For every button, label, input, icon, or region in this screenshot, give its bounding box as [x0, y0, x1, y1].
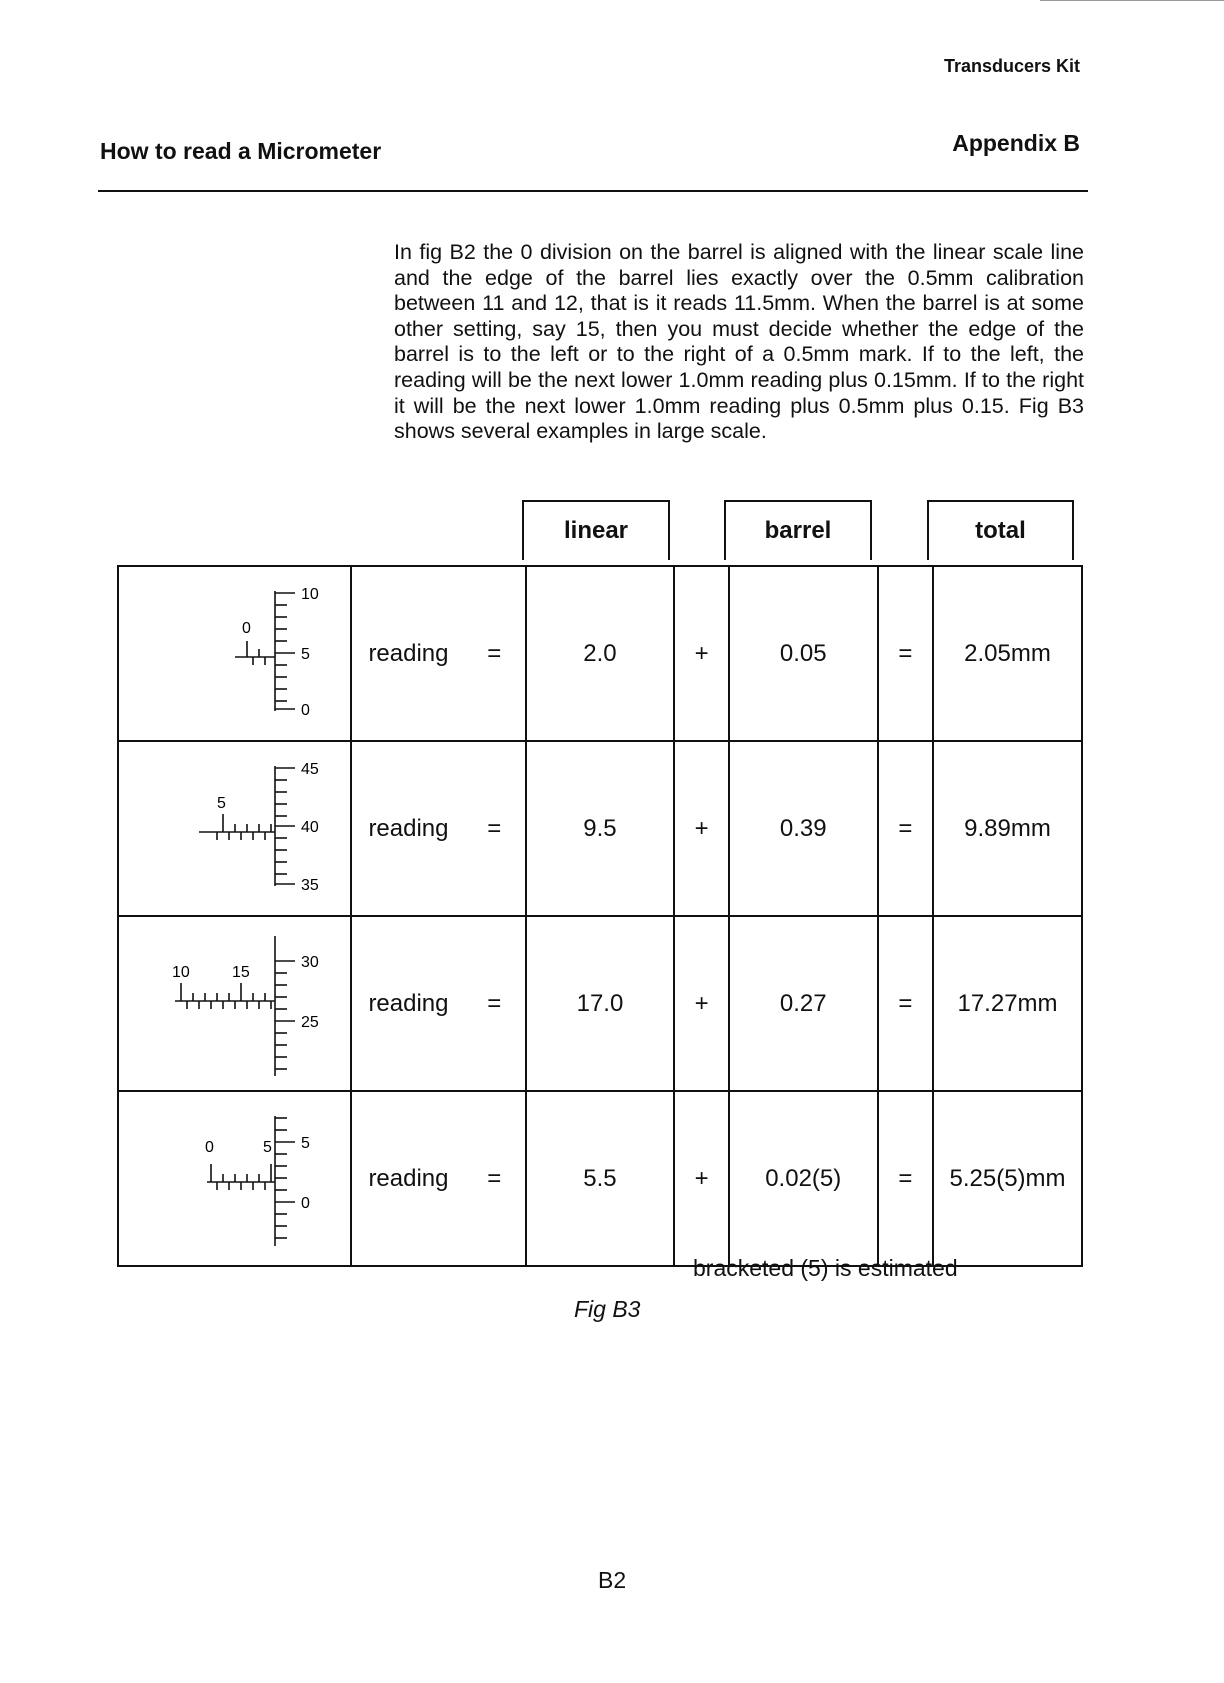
- barrel-value: 0.39: [729, 741, 878, 916]
- barrel-value: 0.27: [729, 916, 878, 1091]
- estimate-note: bracketed (5) is estimated: [693, 1255, 958, 1281]
- equals-sign: =: [878, 916, 933, 1091]
- micrometer-scale-diagram-2: [135, 746, 335, 911]
- header-barrel: barrel: [724, 500, 872, 560]
- micrometer-scale-diagram-3: [135, 921, 335, 1086]
- linear-value: 9.5: [526, 741, 675, 916]
- reading-label: reading: [351, 741, 487, 916]
- equals-sign: =: [878, 1091, 933, 1266]
- sleeve-label: 5: [216, 795, 226, 812]
- barrel-value: 0.02(5): [729, 1091, 878, 1266]
- sleeve-label: 10: [171, 964, 190, 981]
- equals-sign: =: [487, 566, 525, 741]
- reading-label: reading: [351, 1091, 487, 1266]
- thimble-label: 35: [300, 877, 319, 894]
- micrometer-readings-table: [117, 565, 1083, 1267]
- micrometer-diagram: [118, 566, 351, 741]
- thimble-label: 10: [300, 586, 319, 603]
- reading-label: reading: [351, 916, 487, 1091]
- scan-edge-line: [1040, 0, 1224, 1]
- equals-sign: =: [878, 741, 933, 916]
- page-number: B2: [598, 1567, 627, 1593]
- micrometer-scale-diagram-4: [135, 1096, 335, 1261]
- thimble-label: 25: [300, 1014, 319, 1031]
- sleeve-label: 0: [241, 620, 251, 637]
- thimble-label: 5: [300, 1135, 310, 1152]
- header-linear: linear: [522, 500, 670, 560]
- equals-sign: =: [487, 741, 525, 916]
- thimble-label: 30: [300, 954, 319, 971]
- plus-sign: +: [674, 916, 728, 1091]
- total-value: 9.89mm: [933, 741, 1082, 916]
- linear-value: 17.0: [526, 916, 675, 1091]
- equals-sign: =: [487, 916, 525, 1091]
- equals-sign: =: [878, 566, 933, 741]
- appendix-label: Appendix B: [952, 130, 1080, 156]
- table-row: [118, 741, 1082, 916]
- header-rule: [98, 190, 1088, 192]
- plus-sign: +: [674, 566, 728, 741]
- figure-caption: Fig B3: [574, 1296, 641, 1322]
- header-total: total: [927, 500, 1074, 560]
- micrometer-diagram: [118, 741, 351, 916]
- thimble-label: 45: [300, 761, 319, 778]
- micrometer-diagram: [118, 916, 351, 1091]
- thimble-label: 0: [300, 702, 310, 719]
- table-row: [118, 1091, 1082, 1266]
- plus-sign: +: [674, 741, 728, 916]
- thimble-label: 5: [300, 646, 310, 663]
- table-row: [118, 566, 1082, 741]
- sleeve-label: 5: [262, 1139, 272, 1156]
- reading-label: reading: [351, 566, 487, 741]
- thimble-label: 40: [300, 819, 319, 836]
- linear-value: 5.5: [526, 1091, 675, 1266]
- document-title: How to read a Micrometer: [100, 138, 382, 164]
- total-value: 17.27mm: [933, 916, 1082, 1091]
- thimble-label: 0: [300, 1195, 310, 1212]
- plus-sign: +: [674, 1091, 728, 1266]
- equals-sign: =: [487, 1091, 525, 1266]
- total-value: 2.05mm: [933, 566, 1082, 741]
- table-row: [118, 916, 1082, 1091]
- micrometer-scale-diagram-1: [135, 571, 335, 736]
- sleeve-label: 15: [231, 964, 250, 981]
- micrometer-diagram: [118, 1091, 351, 1266]
- intro-paragraph: In fig B2 the 0 division on the barrel is aligned with the linear scale line and the edge of the barrel lies exactly over the 0.5mm calibration between 11 and 12, that is it reads 11.5mm. When the barrel is at some other setting, say 15, then you must decide whether the edge of the barrel is to the left or to the right of a 0.5mm mark. If to the left, the reading will be the next lower 1.0mm reading plus 0.15mm. If to the right it will be the next lower 1.0mm reading plus 0.5mm plus 0.15. Fig B3 shows several examples in large scale.: [394, 240, 1084, 444]
- total-value: 5.25(5)mm: [933, 1091, 1082, 1266]
- kit-title: Transducers Kit: [943, 56, 1080, 76]
- sleeve-label: 0: [204, 1139, 214, 1156]
- linear-value: 2.0: [526, 566, 675, 741]
- barrel-value: 0.05: [729, 566, 878, 741]
